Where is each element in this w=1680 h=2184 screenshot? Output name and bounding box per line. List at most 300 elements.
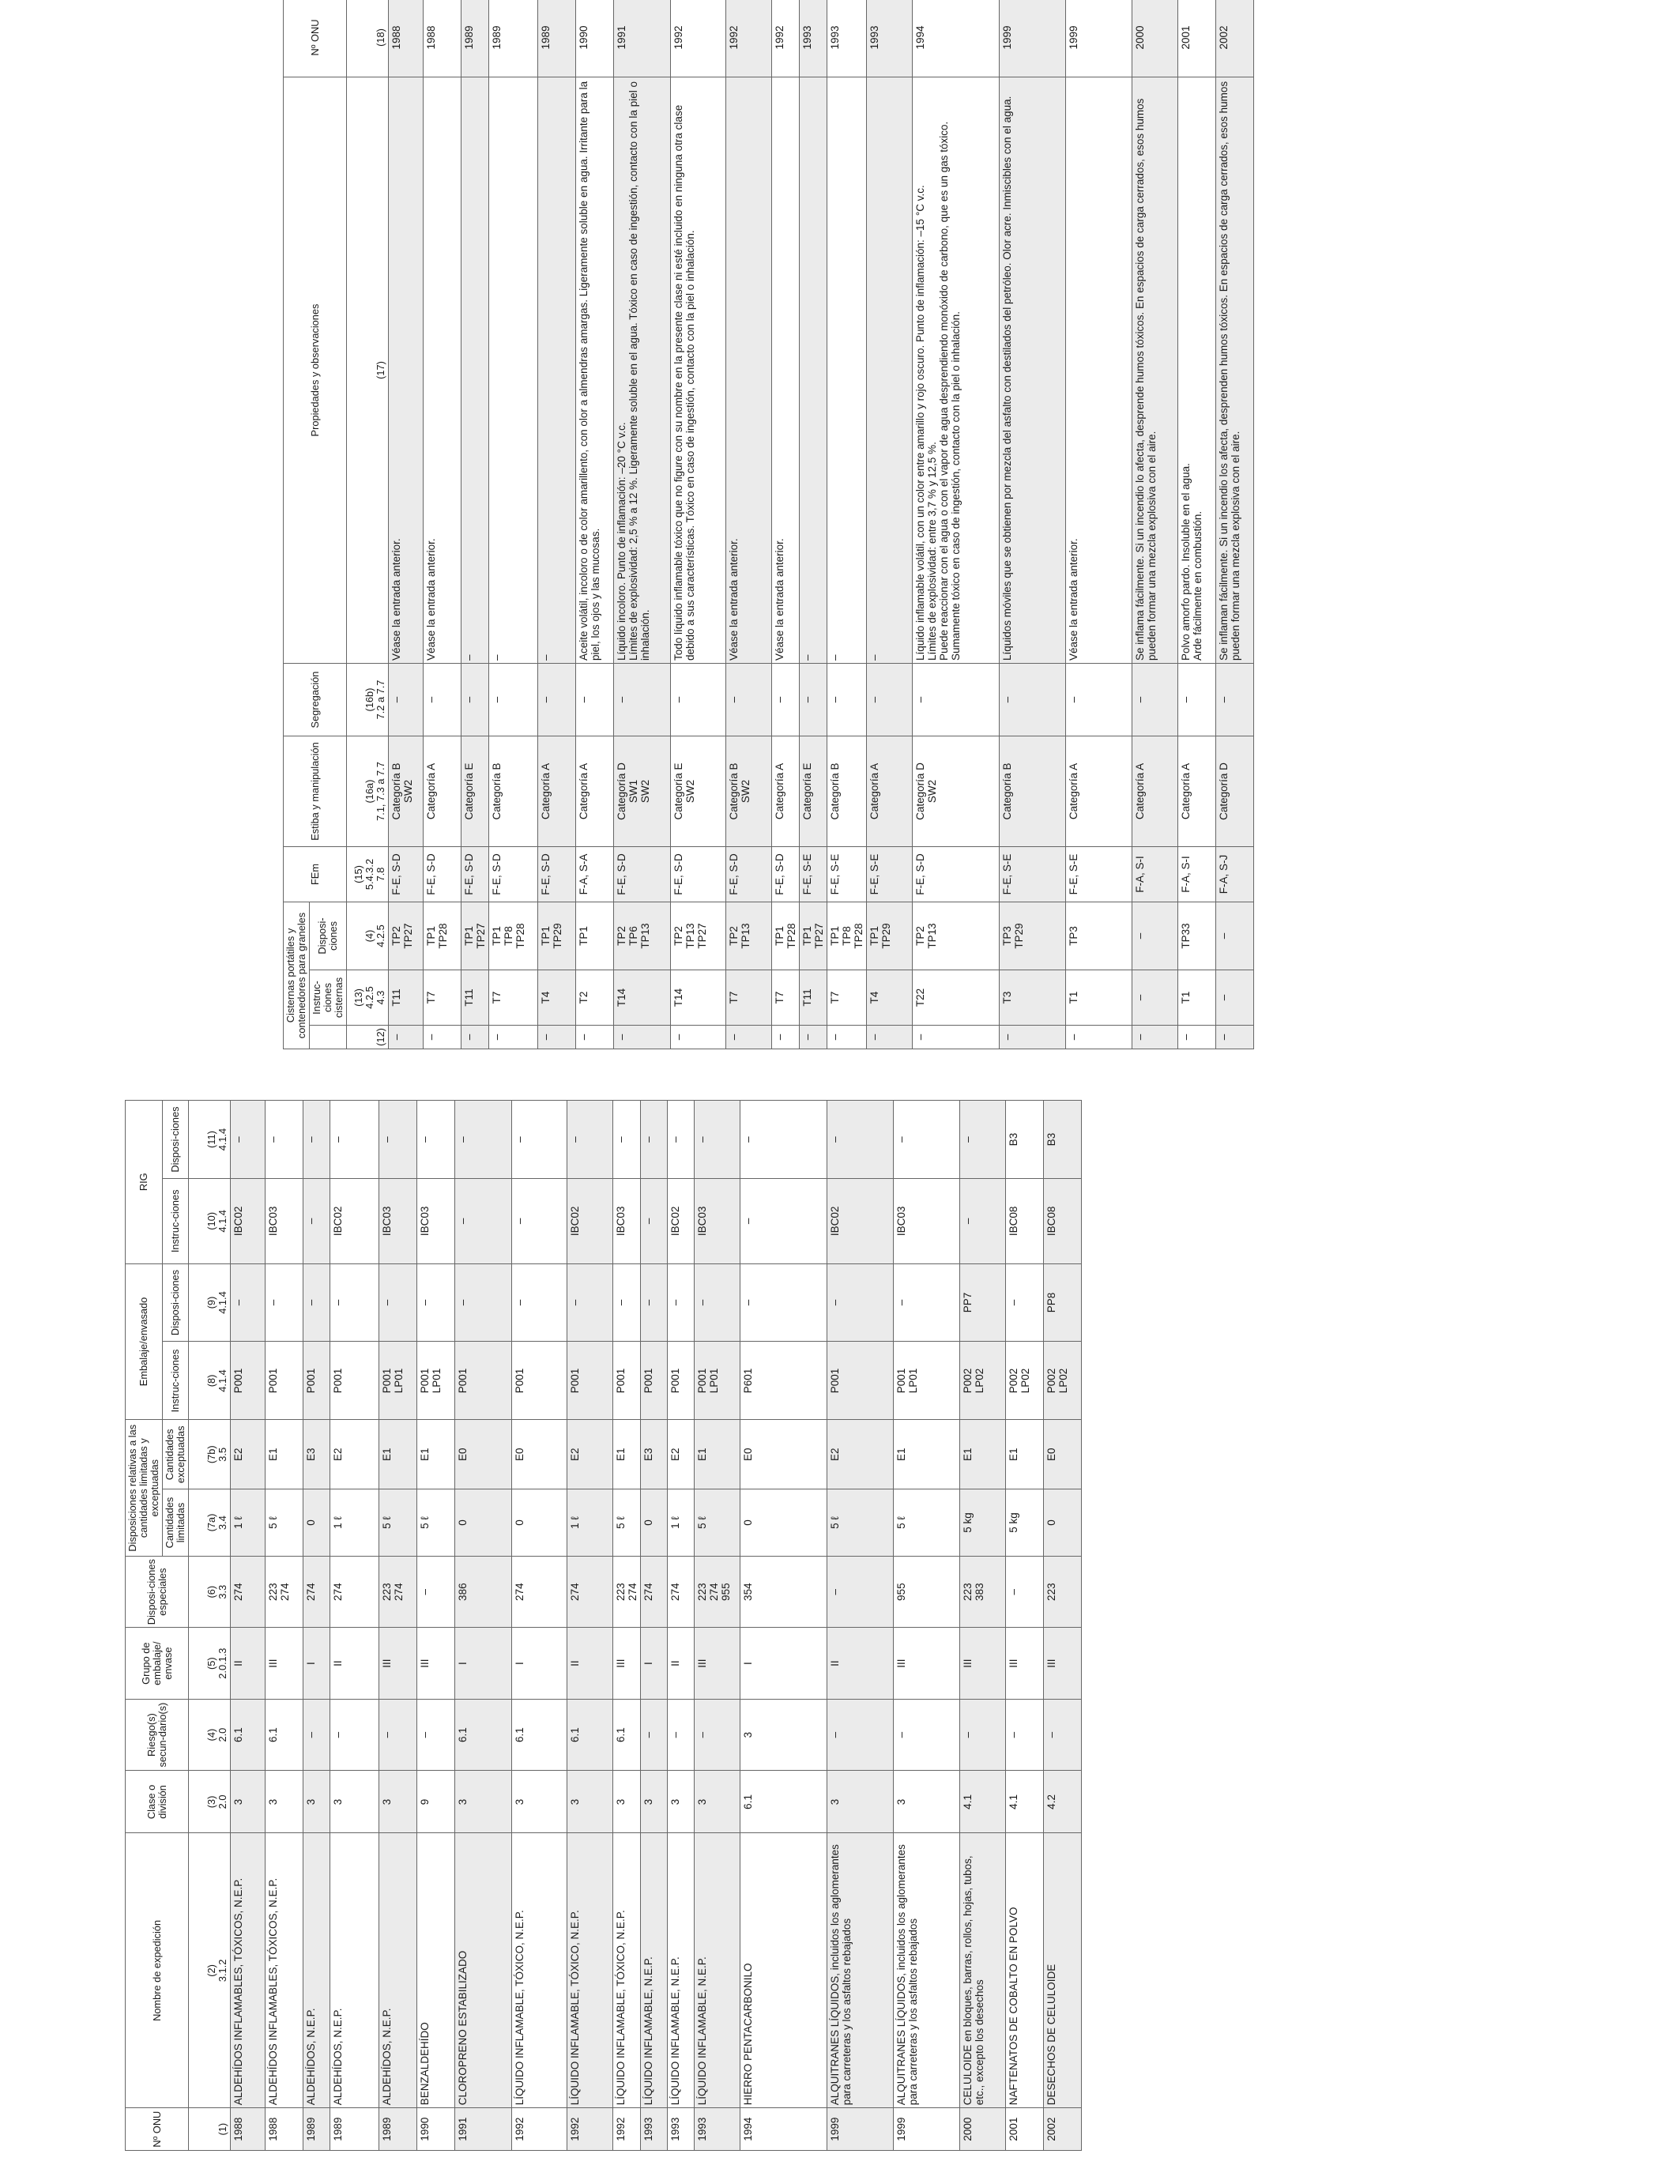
cell-special-provisions: 223 274 xyxy=(379,1556,417,1627)
cell-properties: – xyxy=(489,77,538,664)
cell-properties: Véase la entrada anterior. xyxy=(1066,77,1132,664)
table-row xyxy=(1006,1101,1044,2151)
cell-stowage: Categoría E xyxy=(461,736,489,847)
table-row xyxy=(671,0,726,1049)
cell-tank-unused: – xyxy=(1000,1026,1066,1049)
cell-subsidiary-risk: – xyxy=(894,1699,960,1770)
cell-packing-group: I xyxy=(512,1628,567,1699)
cell-shipping-name: HIERRO PENTACARBONILO xyxy=(740,1833,827,2108)
cell-ibc-provisions: B3 xyxy=(1006,1101,1044,1179)
cell-ibc-instructions: IBC03 xyxy=(613,1179,641,1263)
cell-tank-instructions: T11 xyxy=(389,970,424,1026)
cell-packing-instructions: P001 xyxy=(303,1342,330,1420)
col-number: (2) 3.1.2 xyxy=(189,1833,231,2108)
cell-properties: – xyxy=(538,77,576,664)
cell-ibc-instructions: IBC02 xyxy=(567,1179,613,1263)
cell-excepted-qty: E1 xyxy=(613,1420,641,1489)
table-row xyxy=(1178,0,1216,1049)
cell-tank-instructions: T7 xyxy=(489,970,538,1026)
col-header-properties: Propiedades y observaciones xyxy=(284,77,347,664)
cell-special-provisions: 274 xyxy=(668,1556,695,1627)
cell-subsidiary-risk: – xyxy=(417,1699,455,1770)
cell-limited-qty: 5 ℓ xyxy=(379,1489,417,1557)
cell-limited-qty: 5 ℓ xyxy=(417,1489,455,1557)
cell-shipping-name: ALDEHÍDOS, N.E.P. xyxy=(303,1833,330,2108)
cell-shipping-name: LÍQUIDO INFLAMABLE, N.E.P. xyxy=(641,1833,668,2108)
cell-ibc-provisions: – xyxy=(512,1101,567,1179)
table-row xyxy=(576,0,614,1049)
cell-tank-instructions: T3 xyxy=(1000,970,1066,1026)
cell-packing-provisions: – xyxy=(266,1263,303,1342)
cell-subsidiary-risk: 6.1 xyxy=(231,1699,266,1770)
cell-special-provisions: 223 383 xyxy=(960,1556,1006,1627)
table-row xyxy=(330,1101,379,2151)
cell-packing-instructions: P001 xyxy=(330,1342,379,1420)
cell-stowage: Categoría D xyxy=(1216,736,1254,847)
cell-stowage: Categoría D SW1 SW2 xyxy=(614,736,671,847)
cell-ibc-instructions: – xyxy=(960,1179,1006,1263)
cell-segregation: – xyxy=(1132,664,1178,736)
cell-special-provisions: 274 xyxy=(512,1556,567,1627)
col-number: (18) xyxy=(347,0,389,77)
cell-packing-instructions: P001 xyxy=(567,1342,613,1420)
cell-ems: F-A, S-I xyxy=(1132,847,1178,902)
cell-limited-qty: 5 ℓ xyxy=(894,1489,960,1557)
col-header-tank-instructions: Instruc-ciones cisternas xyxy=(310,970,347,1026)
cell-tank-provisions: TP1 xyxy=(576,902,614,970)
cell-tank-provisions: TP3 xyxy=(1066,902,1132,970)
cell-tank-instructions: – xyxy=(1132,970,1178,1026)
cell-properties: – xyxy=(461,77,489,664)
col-number: (7b) 3.5 xyxy=(189,1420,231,1489)
cell-ems: F-E, S-E xyxy=(867,847,913,902)
cell-packing-group: III xyxy=(417,1628,455,1699)
cell-class: 9 xyxy=(417,1771,455,1833)
cell-special-provisions: 223 274 955 xyxy=(695,1556,740,1627)
cell-packing-group: I xyxy=(641,1628,668,1699)
cell-packing-provisions: – xyxy=(417,1263,455,1342)
cell-excepted-qty: E0 xyxy=(740,1420,827,1489)
cell-un-number: 1994 xyxy=(740,2108,827,2151)
col-header-ibc-instructions: Instruc-ciones xyxy=(163,1179,189,1263)
cell-segregation: – xyxy=(800,664,827,736)
table-row xyxy=(772,0,800,1049)
cell-stowage: Categoría A xyxy=(867,736,913,847)
cell-segregation: – xyxy=(726,664,772,736)
cell-class: 6.1 xyxy=(740,1771,827,1833)
cell-tank-instructions: T11 xyxy=(800,970,827,1026)
cell-stowage: Categoría A xyxy=(1178,736,1216,847)
cell-ibc-provisions: – xyxy=(567,1101,613,1179)
cell-ibc-instructions: IBC02 xyxy=(668,1179,695,1263)
cell-limited-qty: 0 xyxy=(641,1489,668,1557)
cell-packing-group: III xyxy=(613,1628,641,1699)
cell-packing-instructions: P002 LP02 xyxy=(960,1342,1006,1420)
cell-properties: Líquido inflamable volátil, con un color entre amarillo y rojo oscuro. Punto de inflamación: –15 °C v.c. Límites de explosividad: entre 3,7 % y 12,5 %. Puede reaccionar con el agua o con el vapor de agua desprendiendo monóxido de carbono, que es un gas tóxico. Sumamente tóxico en caso de ingestión, contacto con la piel o inhalación. xyxy=(913,77,1000,664)
col-header-packing-instructions: Instruc-ciones xyxy=(163,1342,189,1420)
cell-tank-provisions: TP1 TP28 xyxy=(772,902,800,970)
table-row xyxy=(455,1101,512,2151)
cell-class: 3 xyxy=(641,1771,668,1833)
right-dangerous-goods-table xyxy=(283,0,1254,1049)
cell-properties: Aceite volátil, incoloro o de color amarillento, con olor a almendras amargas. Ligeramente soluble en agua. Irritante para la piel, los ojos y las mucosas. xyxy=(576,77,614,664)
cell-stowage: Categoría B SW2 xyxy=(389,736,424,847)
cell-subsidiary-risk: 6.1 xyxy=(567,1699,613,1770)
cell-properties: Líquido incoloro. Punto de inflamación: –20 °C v.c. Límites de explosividad: 2,5 % a 12 %. Ligeramente soluble en el agua. Tóxico en caso de ingestión, contacto con la piel o inhalación. xyxy=(614,77,671,664)
cell-excepted-qty: E1 xyxy=(379,1420,417,1489)
cell-un-number-right: 1999 xyxy=(1000,0,1066,77)
cell-tank-provisions: TP1 TP27 xyxy=(800,902,827,970)
table-row xyxy=(668,1101,695,2151)
table-row xyxy=(379,1101,417,2151)
cell-tank-provisions: TP1 TP27 xyxy=(461,902,489,970)
cell-ibc-provisions: – xyxy=(960,1101,1006,1179)
cell-segregation: – xyxy=(424,664,461,736)
cell-stowage: Categoría D SW2 xyxy=(913,736,1000,847)
cell-subsidiary-risk: – xyxy=(668,1699,695,1770)
cell-segregation: – xyxy=(1000,664,1066,736)
cell-packing-group: II xyxy=(330,1628,379,1699)
cell-class: 3 xyxy=(827,1771,894,1833)
cell-ibc-provisions: – xyxy=(417,1101,455,1179)
cell-special-provisions: 223 274 xyxy=(613,1556,641,1627)
cell-packing-instructions: P001 LP01 xyxy=(379,1342,417,1420)
cell-un-number-right: 1991 xyxy=(614,0,671,77)
cell-properties: – xyxy=(800,77,827,664)
cell-excepted-qty: E2 xyxy=(330,1420,379,1489)
cell-limited-qty: 0 xyxy=(1044,1489,1082,1557)
col-header-packing-group: Grupo de embalaje/ envase xyxy=(126,1628,189,1699)
col-header-ibc-provisions: Disposi-ciones xyxy=(163,1101,189,1179)
cell-segregation: – xyxy=(913,664,1000,736)
cell-un-number: 1992 xyxy=(613,2108,641,2151)
col-header-shipping-name: Nombre de expedición xyxy=(126,1833,189,2108)
cell-packing-group: II xyxy=(668,1628,695,1699)
cell-tank-unused: – xyxy=(800,1026,827,1049)
cell-special-provisions: 274 xyxy=(303,1556,330,1627)
cell-class: 3 xyxy=(455,1771,512,1833)
cell-ibc-provisions: – xyxy=(613,1101,641,1179)
cell-un-number-right: 1989 xyxy=(538,0,576,77)
cell-shipping-name: LÍQUIDO INFLAMABLE, TÓXICO, N.E.P. xyxy=(613,1833,641,2108)
cell-un-number-right: 1988 xyxy=(424,0,461,77)
cell-ibc-instructions: IBC02 xyxy=(231,1179,266,1263)
cell-properties: Véase la entrada anterior. xyxy=(772,77,800,664)
cell-ems: F-E, S-D xyxy=(614,847,671,902)
cell-packing-group: II xyxy=(567,1628,613,1699)
table-row xyxy=(641,1101,668,2151)
cell-tank-unused: – xyxy=(867,1026,913,1049)
cell-tank-provisions: – xyxy=(1132,902,1178,970)
cell-packing-provisions: – xyxy=(668,1263,695,1342)
cell-packing-instructions: P001 xyxy=(827,1342,894,1420)
cell-excepted-qty: E1 xyxy=(695,1420,740,1489)
cell-tank-unused: – xyxy=(614,1026,671,1049)
cell-ems: F-E, S-D xyxy=(772,847,800,902)
cell-un-number: 1988 xyxy=(266,2108,303,2151)
cell-excepted-qty: E1 xyxy=(960,1420,1006,1489)
cell-tank-unused: – xyxy=(1132,1026,1178,1049)
cell-tank-instructions: T7 xyxy=(726,970,772,1026)
cell-excepted-qty: E0 xyxy=(512,1420,567,1489)
cell-packing-group: I xyxy=(740,1628,827,1699)
cell-shipping-name: DESECHOS DE CELULOIDE xyxy=(1044,1833,1082,2108)
table-row xyxy=(1132,0,1178,1049)
cell-segregation: – xyxy=(389,664,424,736)
cell-special-provisions: – xyxy=(1006,1556,1044,1627)
cell-ems: F-A, S-I xyxy=(1178,847,1216,902)
cell-properties: Véase la entrada anterior. xyxy=(424,77,461,664)
cell-tank-unused: – xyxy=(576,1026,614,1049)
col-header-ibc: RIG xyxy=(126,1101,163,1264)
cell-packing-provisions: – xyxy=(740,1263,827,1342)
cell-ibc-provisions: – xyxy=(379,1101,417,1179)
cell-subsidiary-risk: 6.1 xyxy=(455,1699,512,1770)
table-row xyxy=(1044,1101,1082,2151)
col-header-limited-qty: Cantidades limitadas xyxy=(163,1489,189,1557)
cell-stowage: Categoría B xyxy=(489,736,538,847)
cell-tank-provisions: TP2 TP13 xyxy=(726,902,772,970)
table-row xyxy=(567,1101,613,2151)
cell-packing-group: III xyxy=(894,1628,960,1699)
cell-ems: F-E, S-E xyxy=(1066,847,1132,902)
cell-packing-provisions: – xyxy=(567,1263,613,1342)
cell-tank-provisions: TP2 TP13 xyxy=(913,902,1000,970)
cell-shipping-name: ALDEHÍDOS INFLAMABLES, TÓXICOS, N.E.P. xyxy=(266,1833,303,2108)
cell-packing-instructions: P001 xyxy=(641,1342,668,1420)
cell-ibc-instructions: IBC02 xyxy=(827,1179,894,1263)
col-number: (16a) 7.1, 7.3 a 7.7 xyxy=(347,736,389,847)
table-row xyxy=(894,1101,960,2151)
cell-ems: F-E, S-D xyxy=(389,847,424,902)
cell-properties: – xyxy=(867,77,913,664)
cell-ems: F-A, S-J xyxy=(1216,847,1254,902)
cell-class: 3 xyxy=(330,1771,379,1833)
table-row xyxy=(512,1101,567,2151)
cell-shipping-name: BENZALDEHÍDO xyxy=(417,1833,455,2108)
cell-tank-instructions: T4 xyxy=(538,970,576,1026)
cell-class: 4.2 xyxy=(1044,1771,1082,1833)
cell-excepted-qty: E1 xyxy=(1006,1420,1044,1489)
cell-tank-unused: – xyxy=(671,1026,726,1049)
cell-packing-provisions: – xyxy=(827,1263,894,1342)
cell-packing-provisions: – xyxy=(641,1263,668,1342)
cell-packing-instructions: P001 xyxy=(231,1342,266,1420)
cell-properties: Se inflama fácilmente. Si un incendio lo afecta, desprende humos tóxicos. En espacios de carga cerrados, esos humos pueden formar una mezcla explosiva con el aire. xyxy=(1132,77,1178,664)
cell-limited-qty: 0 xyxy=(455,1489,512,1557)
cell-un-number-right: 1989 xyxy=(489,0,538,77)
cell-segregation: – xyxy=(1216,664,1254,736)
cell-ibc-provisions: – xyxy=(455,1101,512,1179)
cell-tank-provisions: TP1 TP8 TP28 xyxy=(489,902,538,970)
cell-packing-group: II xyxy=(827,1628,894,1699)
cell-packing-instructions: P001 LP01 xyxy=(894,1342,960,1420)
cell-ibc-instructions: IBC03 xyxy=(379,1179,417,1263)
cell-ibc-instructions: IBC08 xyxy=(1006,1179,1044,1263)
cell-excepted-qty: E1 xyxy=(894,1420,960,1489)
cell-segregation: – xyxy=(671,664,726,736)
col-number: (13) 4.2.5 4.3 xyxy=(347,970,389,1026)
cell-packing-provisions: – xyxy=(330,1263,379,1342)
cell-tank-unused: – xyxy=(913,1026,1000,1049)
cell-tank-instructions: – xyxy=(1216,970,1254,1026)
cell-special-provisions: – xyxy=(417,1556,455,1627)
col-number: (8) 4.1.4 xyxy=(189,1342,231,1420)
cell-stowage: Categoría A xyxy=(538,736,576,847)
cell-tank-provisions: TP3 TP29 xyxy=(1000,902,1066,970)
cell-un-number-right: 1992 xyxy=(671,0,726,77)
cell-tank-provisions: – xyxy=(1216,902,1254,970)
cell-ems: F-E, S-D xyxy=(461,847,489,902)
table-row xyxy=(1066,0,1132,1049)
cell-ems: F-E, S-D xyxy=(671,847,726,902)
cell-shipping-name: NAFTENATOS DE COBALTO EN POLVO xyxy=(1006,1833,1044,2108)
col-number: (15) 5.4.3.2 7.8 xyxy=(347,847,389,902)
cell-ibc-instructions: – xyxy=(303,1179,330,1263)
table-row xyxy=(303,1101,330,2151)
cell-un-number: 1999 xyxy=(894,2108,960,2151)
col-number: (4) 4.2.5 xyxy=(347,902,389,970)
cell-segregation: – xyxy=(867,664,913,736)
col-number: (16b) 7.2 a 7.7 xyxy=(347,664,389,736)
cell-ems: F-A, S-A xyxy=(576,847,614,902)
cell-subsidiary-risk: 6.1 xyxy=(613,1699,641,1770)
cell-tank-instructions: T14 xyxy=(614,970,671,1026)
cell-segregation: – xyxy=(614,664,671,736)
cell-limited-qty: 1 ℓ xyxy=(567,1489,613,1557)
col-header-special-provisions: Disposi-ciones especiales xyxy=(126,1556,189,1627)
cell-packing-group: III xyxy=(379,1628,417,1699)
cell-excepted-qty: E1 xyxy=(266,1420,303,1489)
cell-limited-qty: 5 kg xyxy=(1006,1489,1044,1557)
cell-subsidiary-risk: – xyxy=(827,1699,894,1770)
table-row xyxy=(827,0,867,1049)
cell-stowage: Categoría A xyxy=(424,736,461,847)
cell-limited-qty: 1 ℓ xyxy=(330,1489,379,1557)
cell-segregation: – xyxy=(1178,664,1216,736)
cell-un-number-right: 1989 xyxy=(461,0,489,77)
cell-un-number: 1989 xyxy=(379,2108,417,2151)
cell-class: 3 xyxy=(303,1771,330,1833)
cell-excepted-qty: E1 xyxy=(417,1420,455,1489)
col-header-ems: FEm xyxy=(284,847,347,902)
cell-packing-provisions: – xyxy=(303,1263,330,1342)
col-number: (10) 4.1.4 xyxy=(189,1179,231,1263)
cell-segregation: – xyxy=(538,664,576,736)
cell-ems: F-E, S-D xyxy=(726,847,772,902)
cell-shipping-name: CLOROPRENO ESTABILIZADO xyxy=(455,1833,512,2108)
cell-ibc-provisions: – xyxy=(668,1101,695,1179)
cell-tank-unused: – xyxy=(827,1026,867,1049)
cell-un-number: 2001 xyxy=(1006,2108,1044,2151)
cell-tank-instructions: T22 xyxy=(913,970,1000,1026)
cell-tank-instructions: T7 xyxy=(772,970,800,1026)
cell-un-number: 1992 xyxy=(512,2108,567,2151)
cell-packing-group: III xyxy=(1006,1628,1044,1699)
cell-ems: F-E, S-D xyxy=(424,847,461,902)
cell-packing-group: II xyxy=(231,1628,266,1699)
cell-tank-instructions: T14 xyxy=(671,970,726,1026)
cell-special-provisions: 274 xyxy=(330,1556,379,1627)
col-header-blank xyxy=(310,1026,347,1049)
cell-special-provisions: 274 xyxy=(567,1556,613,1627)
col-header-un-number-right: Nº ONU xyxy=(284,0,347,77)
cell-packing-provisions: – xyxy=(695,1263,740,1342)
table-row xyxy=(800,0,827,1049)
cell-un-number-right: 1992 xyxy=(726,0,772,77)
cell-tank-provisions: TP2 TP6 TP13 xyxy=(614,902,671,970)
cell-limited-qty: 5 ℓ xyxy=(266,1489,303,1557)
cell-ibc-instructions: IBC03 xyxy=(266,1179,303,1263)
table-row xyxy=(389,0,424,1049)
cell-special-provisions: 223 274 xyxy=(266,1556,303,1627)
cell-tank-unused: – xyxy=(726,1026,772,1049)
cell-shipping-name: LÍQUIDO INFLAMABLE, TÓXICO, N.E.P. xyxy=(567,1833,613,2108)
cell-subsidiary-risk: – xyxy=(1006,1699,1044,1770)
cell-segregation: – xyxy=(576,664,614,736)
cell-tank-instructions: T11 xyxy=(461,970,489,1026)
cell-special-provisions: 955 xyxy=(894,1556,960,1627)
cell-ems: F-E, S-E xyxy=(1000,847,1066,902)
cell-special-provisions: 274 xyxy=(231,1556,266,1627)
cell-ibc-provisions: – xyxy=(330,1101,379,1179)
cell-tank-provisions: TP33 xyxy=(1178,902,1216,970)
cell-limited-qty: 5 ℓ xyxy=(695,1489,740,1557)
cell-un-number-right: 1993 xyxy=(827,0,867,77)
col-number: (11) 4.1.4 xyxy=(189,1101,231,1179)
cell-packing-instructions: P002 LP02 xyxy=(1044,1342,1082,1420)
cell-packing-instructions: P001 LP01 xyxy=(417,1342,455,1420)
col-header-excepted-qty: Cantidades exceptuadas xyxy=(163,1420,189,1489)
cell-ibc-provisions: – xyxy=(266,1101,303,1179)
cell-tank-instructions: T7 xyxy=(424,970,461,1026)
cell-ibc-provisions: – xyxy=(827,1101,894,1179)
col-number: (17) xyxy=(347,77,389,664)
cell-limited-qty: 0 xyxy=(740,1489,827,1557)
cell-properties: Todo líquido inflamable tóxico que no figure con su nombre en la presente clase ni esté incluido en ninguna otra clase debido a sus características. Tóxico en caso de ingestión, contacto con la piel o inhalación. xyxy=(671,77,726,664)
cell-excepted-qty: E2 xyxy=(668,1420,695,1489)
cell-subsidiary-risk: 6.1 xyxy=(512,1699,567,1770)
cell-tank-provisions: TP1 TP28 xyxy=(424,902,461,970)
cell-tank-unused: – xyxy=(538,1026,576,1049)
cell-special-provisions: 354 xyxy=(740,1556,827,1627)
cell-segregation: – xyxy=(1066,664,1132,736)
cell-packing-group: III xyxy=(695,1628,740,1699)
cell-un-number-right: 2000 xyxy=(1132,0,1178,77)
col-header-packing-provisions: Disposi-ciones xyxy=(163,1263,189,1342)
left-table-page xyxy=(125,1100,1680,2151)
cell-segregation: – xyxy=(489,664,538,736)
cell-packing-instructions: P001 xyxy=(512,1342,567,1420)
cell-shipping-name: CELULOIDE en bloques, barras, rollos, hojas, tubos, etc., excepto los desechos xyxy=(960,1833,1006,2108)
cell-special-provisions: 386 xyxy=(455,1556,512,1627)
cell-packing-instructions: P002 LP02 xyxy=(1006,1342,1044,1420)
cell-subsidiary-risk: – xyxy=(641,1699,668,1770)
cell-packing-provisions: – xyxy=(455,1263,512,1342)
col-header-segregation: Segregación xyxy=(284,664,347,736)
table-row xyxy=(960,1101,1006,2151)
cell-un-number: 1989 xyxy=(330,2108,379,2151)
cell-ibc-instructions: IBC03 xyxy=(695,1179,740,1263)
cell-un-number: 1991 xyxy=(455,2108,512,2151)
cell-shipping-name: ALDEHÍDOS, N.E.P. xyxy=(330,1833,379,2108)
table-row xyxy=(913,0,1000,1049)
cell-ems: F-E, S-D xyxy=(489,847,538,902)
cell-packing-group: III xyxy=(1044,1628,1082,1699)
cell-properties: Se inflaman fácilmente. Si un incendio los afecta, desprenden humos tóxicos. En espacios de carga cerrados, esos humos pueden formar una mezcla explosiva con el aire. xyxy=(1216,77,1254,664)
cell-packing-provisions: – xyxy=(512,1263,567,1342)
table-row xyxy=(1216,0,1254,1049)
